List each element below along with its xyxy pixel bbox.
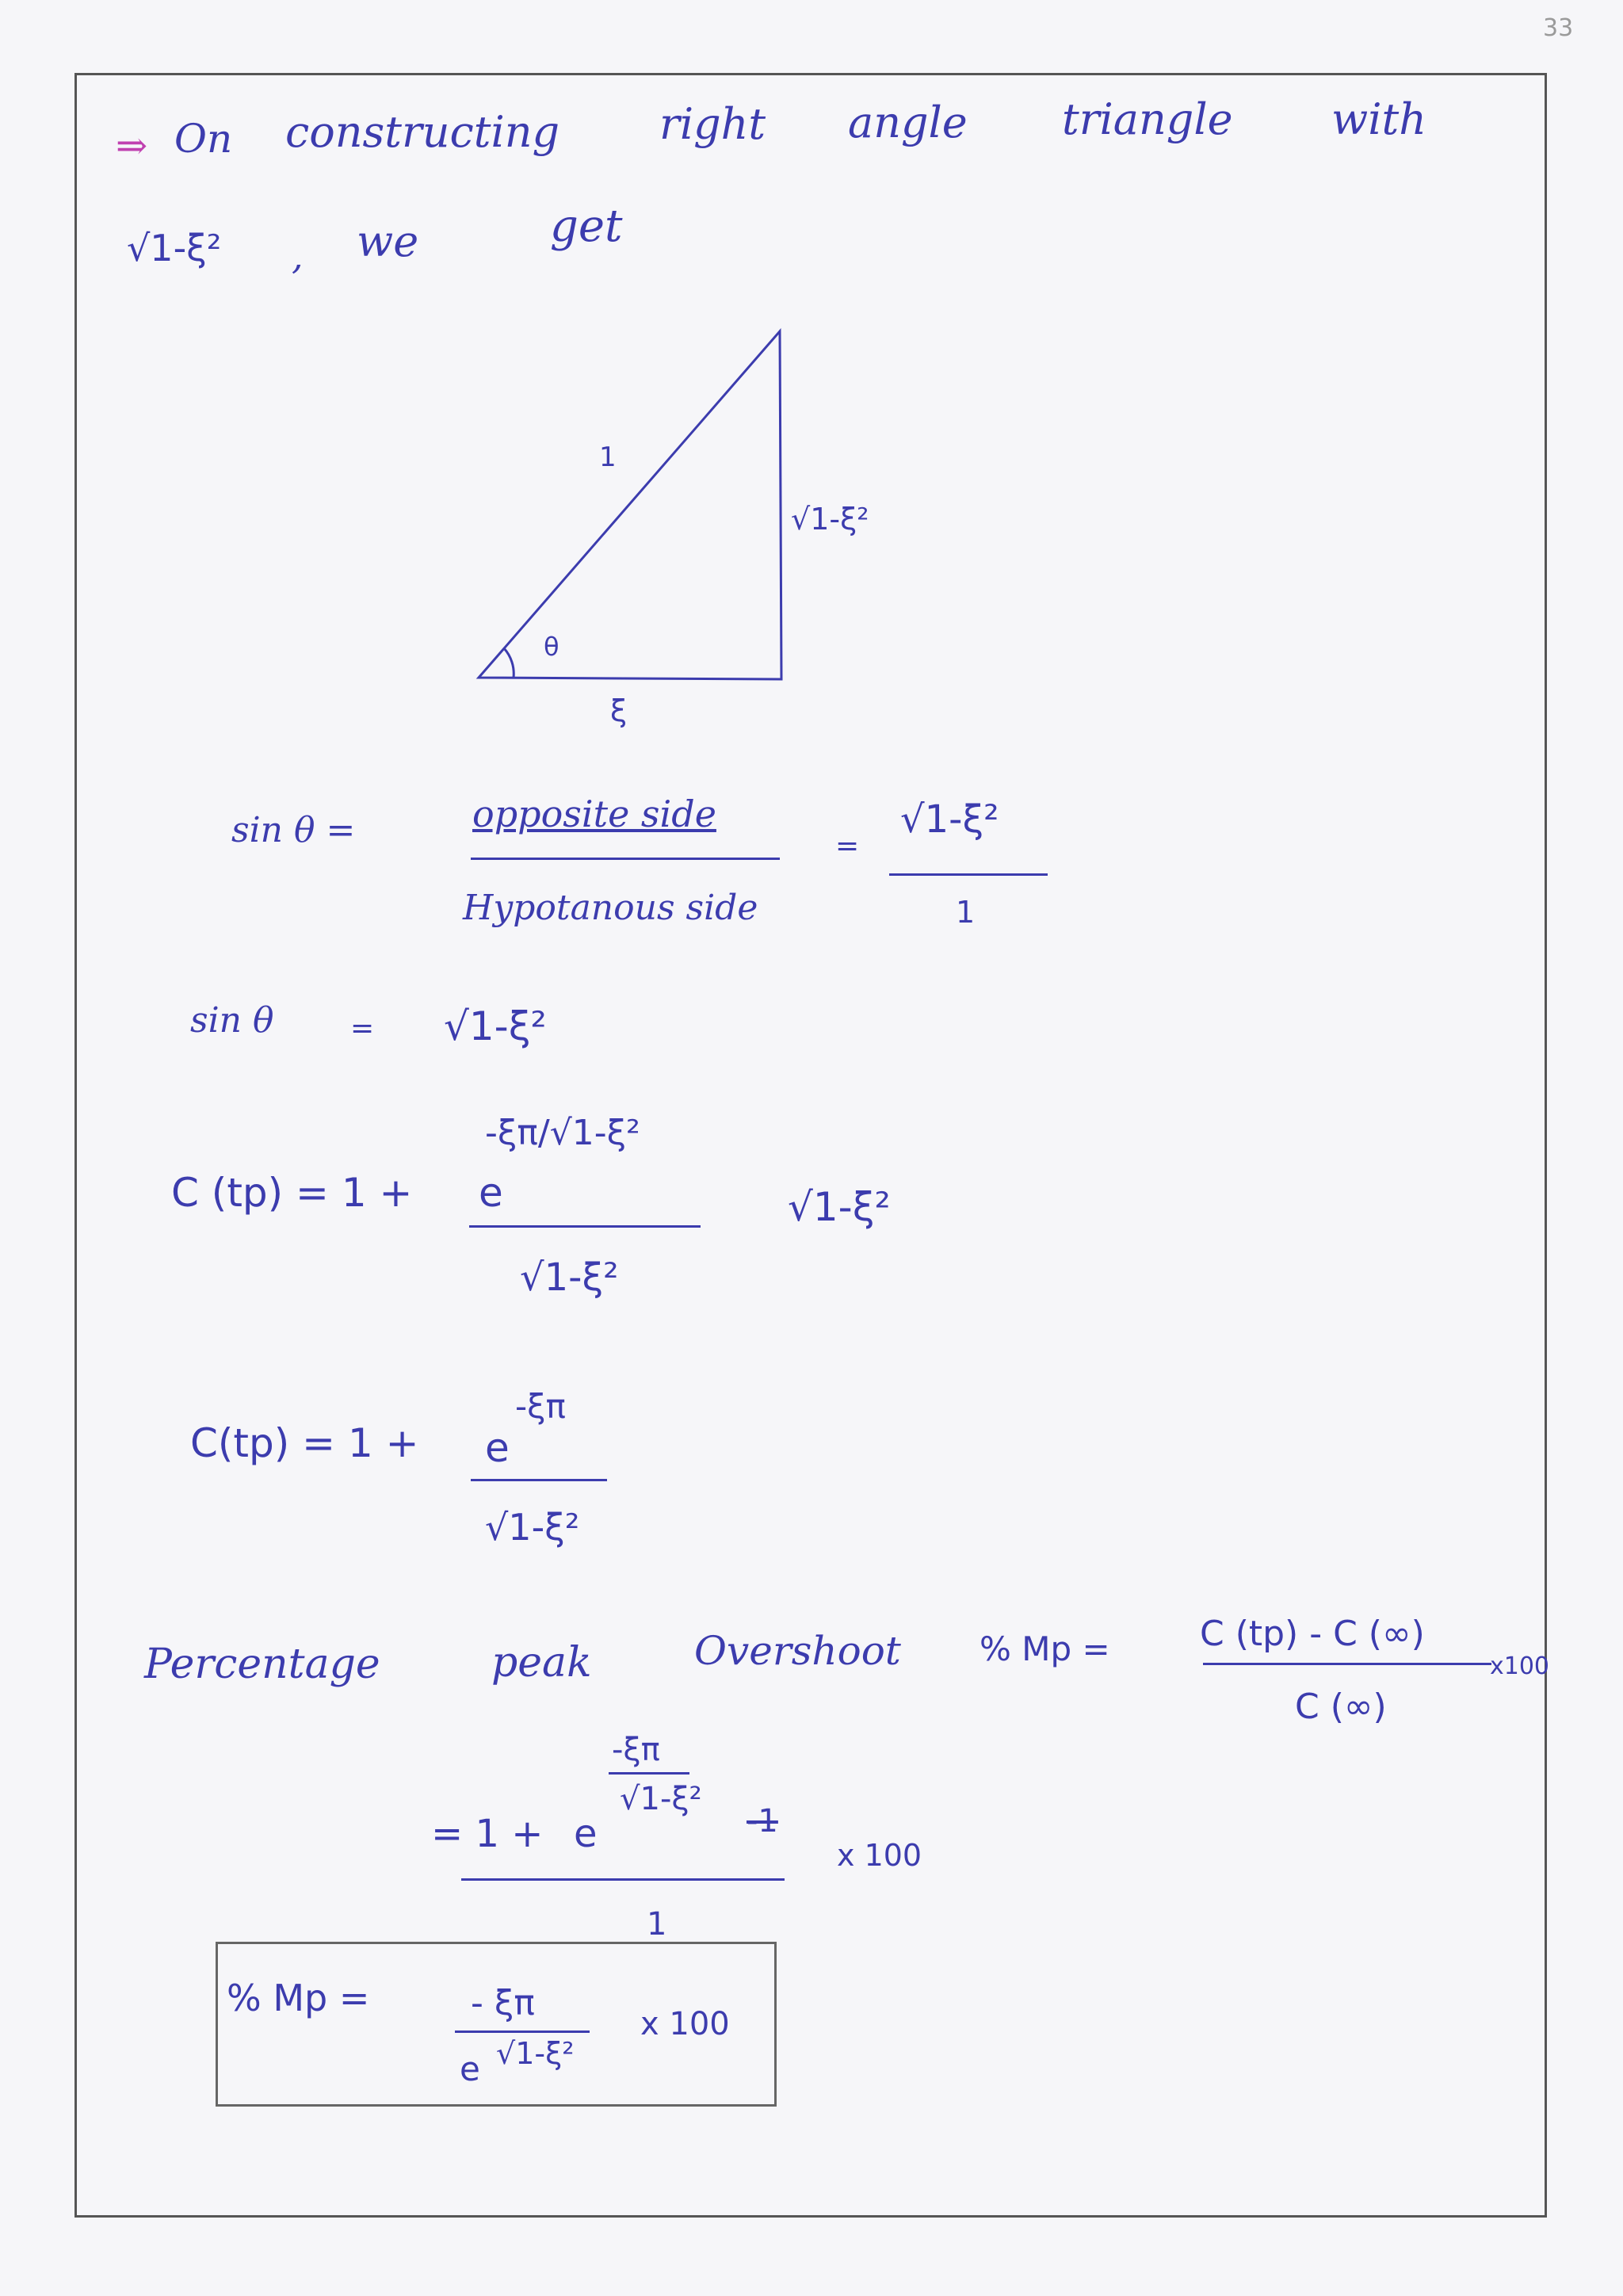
final-lhs: % Mp = (227, 1977, 370, 2019)
exponential-e: e (574, 1812, 598, 1856)
ctp-lhs: C (tp) = 1 + (171, 1170, 413, 1216)
fraction-bar (471, 1479, 607, 1481)
equals-sign: = (350, 1012, 375, 1045)
minus-one-cancelled: -1 (747, 1803, 778, 1839)
final-denominator-radical: √1-ξ² (496, 2036, 575, 2071)
sin-result-rhs: √1-ξ² (444, 1003, 547, 1049)
ctp-lhs: C(tp) = 1 + (190, 1420, 419, 1466)
overshoot-numerator: C (tp) - C (∞) (1200, 1614, 1425, 1654)
final-numerator: - ξπ (471, 1983, 535, 2023)
hypotenuse-side-text: Hypotanous side (463, 888, 758, 928)
sin-value-numerator: √1-ξ² (900, 797, 999, 842)
overshoot-multiplier: x100 (1490, 1652, 1550, 1680)
fraction-bar (455, 2030, 590, 2033)
exponent-denominator: √1-ξ² (620, 1781, 702, 1817)
intro-word: right (659, 99, 766, 149)
fraction-bar (889, 873, 1048, 876)
ctp-denominator: √1-ξ² (520, 1255, 619, 1300)
intro-word: we (357, 216, 419, 266)
intro-word: On (174, 116, 233, 162)
step-multiplier: x 100 (837, 1838, 922, 1873)
sin-value-denominator: 1 (956, 895, 976, 930)
exponent: -ξπ (515, 1387, 566, 1426)
fraction-bar (461, 1878, 785, 1881)
adjacent-label: ξ (610, 693, 628, 728)
side-note-radical: √1-ξ² (788, 1184, 891, 1230)
step-denominator: 1 (647, 1906, 667, 1943)
intro-word: , (292, 235, 304, 277)
exponential-e: e (485, 1425, 510, 1471)
equals-sign: = (835, 830, 860, 862)
step-lhs: = 1 + (431, 1812, 544, 1856)
hypotenuse-label: 1 (599, 441, 617, 473)
sin-result-lhs: sin θ (190, 1000, 274, 1041)
opposite-label: √1-ξ² (791, 502, 869, 537)
overshoot-denominator: C (∞) (1295, 1687, 1387, 1727)
sin-definition-lhs: sin θ = (231, 810, 356, 850)
implies-arrow: ⇒ (116, 124, 148, 168)
exponent: -ξπ/√1-ξ² (485, 1113, 640, 1153)
overshoot-word: Percentage (144, 1641, 380, 1688)
fraction-bar (469, 1225, 701, 1228)
page-number: 33 (1543, 14, 1574, 42)
fraction-bar (471, 858, 780, 860)
opposite-side-text: opposite side (472, 793, 716, 835)
intro-word: constructing (285, 107, 560, 157)
angle-label: θ (544, 632, 559, 662)
final-denominator-e: e (460, 2050, 480, 2088)
ctp-denominator: √1-ξ² (485, 1506, 580, 1549)
fraction-bar (1203, 1663, 1491, 1665)
overshoot-word: peak (491, 1639, 592, 1687)
overshoot-word: Overshoot (694, 1628, 901, 1674)
radical-expression: √1-ξ² (127, 227, 222, 269)
overshoot-symbol: % Mp = (980, 1629, 1110, 1668)
intro-word: get (550, 201, 623, 252)
intro-word: with (1331, 94, 1426, 144)
intro-word: angle (848, 97, 968, 147)
intro-word: triangle (1062, 94, 1233, 144)
exponent-numerator: -ξπ (612, 1732, 660, 1768)
final-multiplier: x 100 (640, 2006, 730, 2042)
exponential-e: e (479, 1170, 503, 1216)
fraction-bar (609, 1772, 689, 1775)
